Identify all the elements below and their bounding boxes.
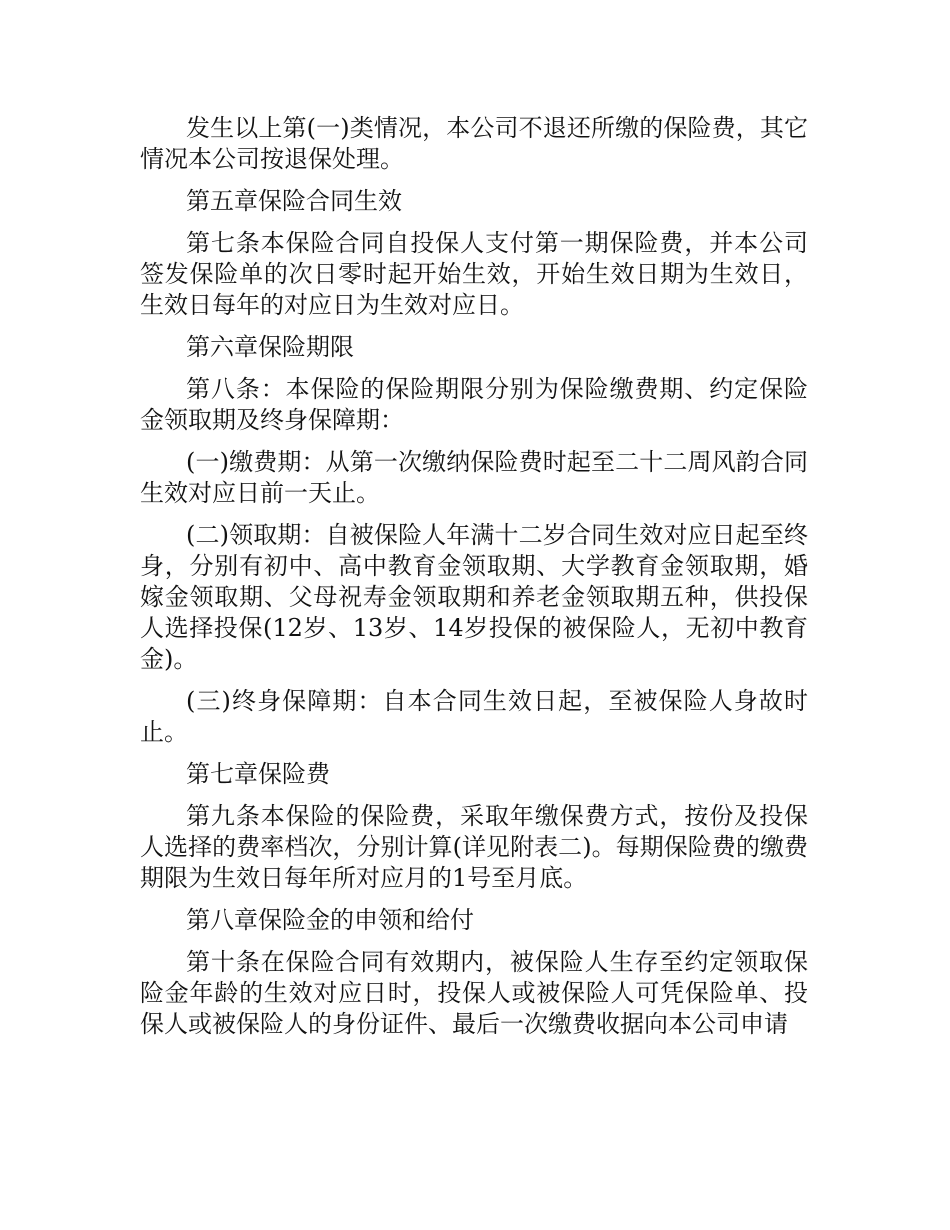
- article-8-paragraph: 第八条：本保险的保险期限分别为保险缴费期、约定保险金领取期及终身保障期：: [140, 375, 808, 434]
- article-9-paragraph: 第九条本保险的保险费，采取年缴保费方式，按份及投保人选择的费率档次，分别计算(详见附表二)。每期保险费的缴费期限为生效日每年所对应月的1号至月底。: [140, 802, 808, 892]
- article-7-paragraph: 第七条本保险合同自投保人支付第一期保险费，并本公司签发保险单的次日零时起开始生效，开始生效日期为生效日，生效日每年的对应日为生效对应日。: [140, 229, 808, 319]
- payment-period-item: (一)缴费期：从第一次缴纳保险费时起至二十二周风韵合同生效对应日前一天止。: [140, 448, 808, 507]
- document-page: [140, 113, 808, 1051]
- chapter-5-heading: 第五章保险合同生效: [186, 187, 402, 215]
- chapter-8-heading: 第八章保险金的申领和给付: [186, 906, 474, 934]
- claim-period-item: (二)领取期：自被保险人年满十二岁合同生效对应日起至终身，分别有初中、高中教育金领取期、大学教育金领取期，婚嫁金领取期、父母祝寿金领取期和养老金领取期五种，供投保人选择投保(12岁、13岁、14岁投保的被保险人，无初中教育金)。: [140, 521, 808, 673]
- paragraph-refund-note: 发生以上第(一)类情况，本公司不退还所缴的保险费，其它情况本公司按退保处理。: [140, 114, 808, 173]
- chapter-7-heading: 第七章保险费: [186, 760, 330, 788]
- lifetime-coverage-item: (三)终身保障期：自本合同生效日起，至被保险人身故时止。: [140, 687, 808, 746]
- chapter-6-heading: 第六章保险期限: [186, 333, 354, 361]
- article-10-paragraph: 第十条在保险合同有效期内，被保险人生存至约定领取保险金年龄的生效对应日时，投保人或被保险人可凭保险单、投保人或被保险人的身份证件、最后一次缴费收据向本公司申请: [140, 948, 808, 1038]
